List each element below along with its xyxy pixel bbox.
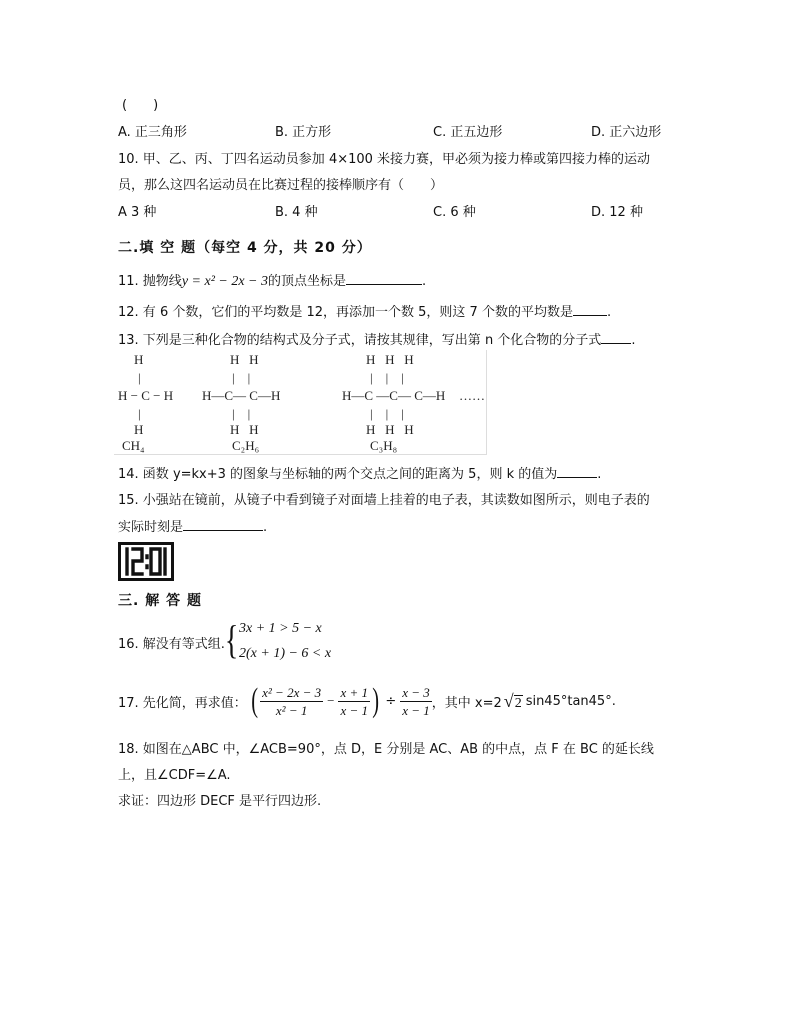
q14	[118, 463, 601, 482]
q16-prefix: 16. 解没有等式组.	[118, 637, 225, 652]
q10-option-b: B. 4 种	[275, 205, 318, 220]
q13-text: 13. 下列是三种化合物的结构式及分子式，请按其规律，写出第 n 个化合物的分子式	[118, 333, 602, 348]
q15-end: .	[263, 520, 268, 535]
q11-end: .	[422, 274, 427, 289]
q16-eq2: 2(x + 1) − 6 < x	[239, 646, 332, 661]
section3-title: 三. 解 答 题	[118, 593, 202, 609]
q9-option-a: A. 正三角形	[118, 125, 187, 140]
q17-sqrt	[504, 691, 523, 712]
q15-line1: 15. 小强站在镜前，从镜子中看到镜子对面墙上挂着的电子表，其读数如图所示，则电子表的	[118, 493, 650, 508]
q17-frac2	[338, 684, 370, 719]
q11-math: y = x² − 2x − 3	[181, 274, 268, 289]
q9-option-c: C. 正五边形	[433, 125, 503, 140]
q17-prefix: 17. 先化简，再求值：	[118, 695, 247, 711]
q17-sqrt-value: 2	[514, 695, 522, 711]
q13-structure-figure: H | H − C − H | H CH₄ H H | | H—C— C—H | | H H C₂H₆ H H H | | | H—C —C— C—H …… | | | H H H C₃H₈	[114, 350, 487, 455]
q10-option-c: C. 6 种	[433, 205, 476, 220]
q17-where: ，其中 x=2	[431, 695, 502, 711]
q9-option-d: D. 正六边形	[591, 125, 662, 140]
q17	[118, 680, 616, 722]
q15-blank	[183, 518, 263, 531]
q13-ellipsis: ……	[459, 388, 485, 403]
q17-frac3-den: x − 1	[402, 702, 430, 718]
q15-line2	[118, 516, 267, 535]
q17-frac2-num: x + 1	[340, 684, 369, 700]
q13-label-c3h8: C₃H₈	[370, 438, 398, 453]
q16-eq1: 3x + 1 > 5 − x	[239, 621, 322, 636]
q18-line2: 上，且∠CDF=∠A.	[118, 768, 231, 783]
q17-frac3	[400, 684, 432, 719]
q17-divide: ÷	[385, 693, 397, 709]
q18-line1: 18. 如图在△ABC 中，∠ACB=90°，点 D，E 分别是 AC、AB 的中点，点 F 在 BC 的延长线	[118, 742, 654, 757]
q12-end: .	[606, 305, 612, 320]
q9-option-b: B. 正方形	[275, 125, 332, 140]
q13-blank	[601, 331, 631, 344]
q9-paren: ( )	[122, 98, 159, 113]
q14-text: 14. 函数 y=kx+3 的图象与坐标轴的两个交点之间的距离为 5，则 k 的值为	[118, 467, 558, 482]
q13-label-c2h6: C₂H₆	[232, 438, 260, 453]
q12-blank	[573, 303, 607, 316]
q17-frac2-den: x − 1	[340, 702, 369, 718]
q17-rparen: )	[372, 682, 380, 719]
q17-minus: −	[327, 693, 335, 708]
q11-prefix: 11. 抛物线	[118, 274, 182, 289]
q11-suffix: 的顶点坐标是	[268, 274, 347, 289]
q17-frac3-num: x − 3	[402, 684, 430, 700]
sqrt-icon: √	[503, 690, 514, 711]
q17-lparen: (	[251, 682, 258, 719]
clock-digits-icon	[121, 545, 171, 578]
q13-label-ch4: CH₄	[122, 438, 145, 453]
q15-line2-text: 实际时刻是	[118, 520, 184, 535]
q13-end: .	[631, 333, 636, 348]
q11	[118, 270, 426, 290]
q17-frac1-num: x² − 2x − 3	[262, 684, 322, 700]
q11-blank	[346, 272, 422, 285]
q18-line3: 求证：四边形 DECF 是平行四边形.	[118, 794, 322, 809]
q10-option-d: D. 12 种	[591, 205, 643, 220]
q10-option-a: A 3 种	[118, 205, 157, 220]
section2-title: 二.填 空 题（每空 4 分，共 20 分）	[118, 240, 372, 256]
q17-frac1-den: x² − 1	[275, 702, 308, 718]
q13	[118, 329, 635, 348]
q17-frac1	[260, 684, 323, 719]
q12	[118, 301, 611, 320]
q16-brace: {	[224, 617, 239, 662]
digital-clock	[118, 542, 174, 581]
q10-line2: 员，那么这四名运动员在比赛过程的接棒顺序有（ ）	[118, 178, 444, 193]
q17-tail: sin45°tan45°.	[525, 693, 616, 709]
q14-blank	[557, 465, 597, 478]
q10-line1: 10. 甲、乙、丙、丁四名运动员参加 4×100 米接力赛，甲必须为接力棒或第四接力棒的运动	[118, 152, 651, 167]
q12-text: 12. 有 6 个数，它们的平均数是 12，再添加一个数 5，则这 7 个数的平均数是	[118, 305, 573, 320]
q14-end: .	[597, 467, 602, 482]
